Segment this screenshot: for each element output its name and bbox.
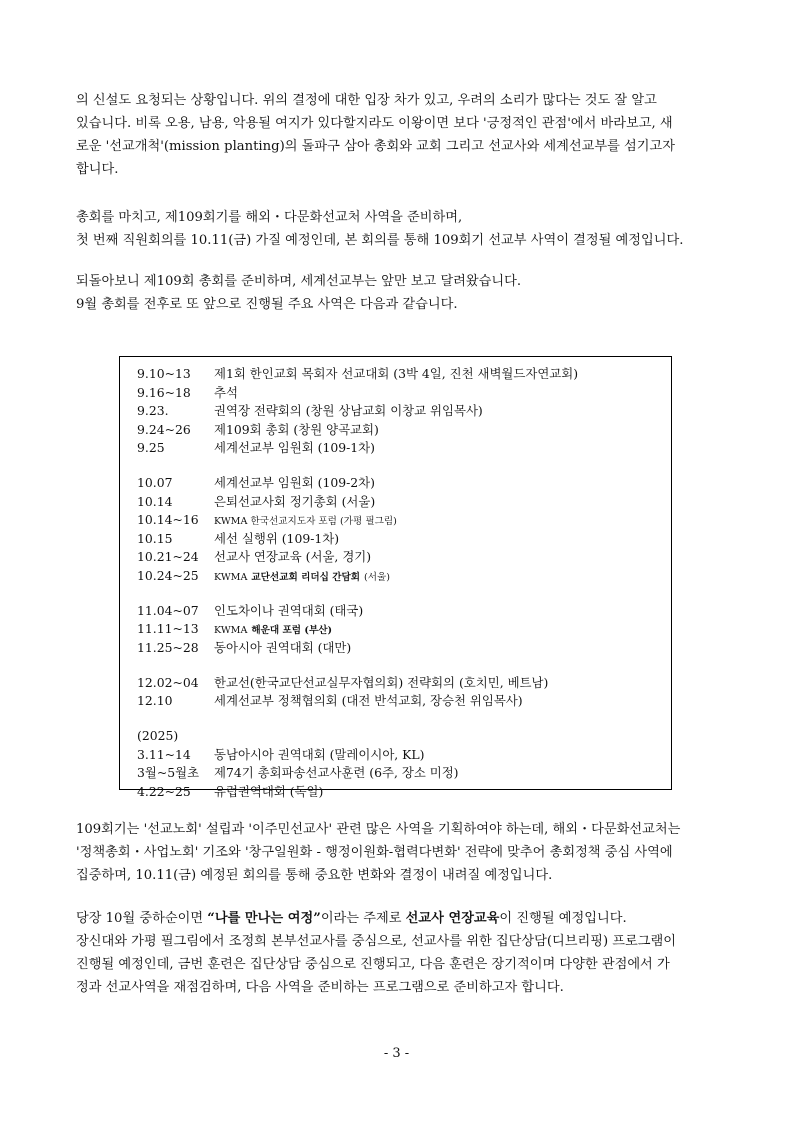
schedule-date: 9.24~26 [137,421,191,437]
text-line: 109회기는 '선교노회' 설립과 '이주민선교사' 관련 많은 사역을 기획하여야 하는데, 해외・다문화선교처는 [76,822,681,837]
schedule-year-label: (2025) [137,728,179,743]
schedule-date: 10.15 [137,530,173,546]
review-paragraph [76,270,724,316]
schedule-row [137,421,578,440]
schedule-event: 제1회 한인교회 목회자 선교대회 (3박 4일, 진천 새벽월드자연교회) [214,366,579,381]
schedule-event: 유럽권역대회 (독일) [214,783,324,799]
schedule-row [137,567,578,586]
text-line: 장신대와 가평 필그림에서 조정희 본부선교사를 중심으로, 선교사를 위한 집단상담(디브리핑) 프로그램이 [76,934,676,949]
training-name: 선교사 연장교육 [405,911,500,926]
schedule-row [137,620,578,639]
schedule-date: 10.14~16 [137,512,199,527]
text-line: '정책총회・사업노회' 기조와 '창구일원화 - 행정이원화-협력다변화' 전략에 맞추어 총회정책 중심 사역에 [76,845,673,860]
schedule-date: 11.25~28 [137,639,199,655]
intro-paragraph [76,89,724,181]
schedule-list [137,365,578,818]
schedule-date: 12.02~04 [137,674,199,690]
text-line: 집중하며, 10.11(금) 예정된 회의를 통해 중요한 변화와 결정이 내려질 예정입니다. [76,868,553,883]
schedule-event: 은퇴선교사회 정기총회 (서울) [214,493,376,509]
schedule-group-september [137,365,578,458]
text-line: 진행될 예정인데, 금번 훈련은 집단상담 중심으로 진행되고, 다음 훈련은 장기적이며 다양한 관점에서 가 [76,957,670,972]
schedule-date: 11.04~07 [137,602,199,618]
schedule-date: 9.23. [137,403,169,418]
text-line: 첫 번째 직원회의를 10.11(금) 가질 예정인데, 본 회의를 통해 109회기 선교부 사역이 결정될 예정입니다. [76,233,684,248]
text-line: 합니다. [76,162,119,177]
text-line: 9월 총회를 전후로 또 앞으로 진행될 주요 사역은 다음과 같습니다. [76,297,458,312]
schedule-event: 세계선교부 정책협의회 (대전 반석교회, 장승천 위임목사) [214,693,523,708]
schedule-row [137,530,578,549]
schedule-row [137,439,578,458]
text-run: 당장 10월 중하순이면 [76,911,208,926]
schedule-event: 추석 [214,384,238,400]
schedule-date: 10.14 [137,493,173,509]
page-number: - 3 - [383,1046,410,1061]
schedule-event-org: KWMA [214,625,248,636]
schedule-event: 세선 실행위 (109-1차) [214,530,340,546]
schedule-event: 선교사 연장교육 (서울, 경기) [214,549,372,564]
schedule-date: 9.25 [137,440,165,455]
schedule-date: 11.11~13 [137,621,199,636]
schedule-event: 세계선교부 임원회 (109-1차) [214,440,375,455]
text-line: 의 신설도 요청되는 상황입니다. 위의 결정에 대한 입장 차가 있고, 우려의 소리가 많다는 것도 잘 알고 [76,93,657,108]
text-line: 있습니다. 비록 오용, 남용, 악용될 여지가 있다할지라도 이왕이면 보다 '긍정적인 관점'에서 바라보고, 새 [76,116,673,131]
schedule-event: 한교선(한국교단선교실무자협의회) 전략회의 (호치민, 베트남) [214,674,549,690]
schedule-row [137,674,578,693]
schedule-row [137,474,578,493]
text-line: 총회를 마치고, 제109회기를 해외・다문화선교처 사역을 준비하며, [76,210,463,225]
schedule-event: KWMA 한국선교지도자 포럼 (가평 필그림) [214,516,397,527]
schedule-row [137,746,578,765]
schedule-date: 3.11~14 [137,746,191,762]
training-paragraph [76,907,724,999]
schedule-row [137,602,578,621]
schedule-event-title: 교단선교회 리더십 간담회 [251,571,361,583]
schedule-group-2025 [137,727,578,801]
schedule-event-title: 해운대 포럼 (부산) [251,625,333,636]
schedule-date: 9.16~18 [137,384,191,400]
assembly-paragraph [76,206,724,252]
schedule-event: 제74기 총회파송선교사훈련 (6주, 장소 미정) [214,765,459,780]
schedule-date: 12.10 [137,693,173,708]
schedule-row [137,511,578,530]
text-line: 로운 '선교개척'(mission planting)의 돌파구 삼아 총회와 교회 그리고 선교사와 세계선교부를 섬기고자 [76,139,675,154]
schedule-row [137,384,578,403]
schedule-date: 4.22~25 [137,783,191,799]
schedule-event: 동남아시아 권역대회 (말레이시아, KL) [214,746,425,762]
text-run: 이 진행될 예정입니다. [499,911,627,926]
theme-title: “나를 만나는 여정” [207,911,321,926]
text-line [76,907,724,930]
schedule-row [137,365,578,384]
schedule-row [137,402,578,421]
text-run: 이라는 주제로 [320,911,406,926]
schedule-event: 동아시아 권역대회 (대만) [214,639,352,655]
schedule-row [137,783,578,802]
schedule-event: 세계선교부 임원회 (109-2차) [214,475,375,490]
schedule-row [137,493,578,512]
schedule-date: 9.10~13 [137,366,191,381]
schedule-row [137,639,578,658]
schedule-event-org: KWMA [214,571,248,583]
schedule-event-place: (서울) [363,571,390,583]
schedule-group-november [137,602,578,658]
schedule-row [137,548,578,567]
schedule-date: 10.07 [137,475,173,490]
text-line: 정과 선교사역을 재점검하며, 다음 사역을 준비하는 프로그램으로 준비하고자 합니다. [76,980,564,995]
schedule-group-december [137,674,578,711]
schedule-event: 권역장 전략회의 (창원 상남교회 이창교 위임목사) [214,403,483,418]
schedule-group-october [137,474,578,585]
schedule-event: 제109회 총회 (창원 양곡교회) [214,421,379,437]
schedule-event: 인도차이나 권역대회 (태국) [214,602,364,618]
schedule-row [137,764,578,783]
plan-paragraph [76,818,724,887]
schedule-date: 3월~5월초 [137,765,200,780]
text-line: 되돌아보니 제109회 총회를 준비하며, 세계선교부는 앞만 보고 달려왔습니다. [76,274,522,289]
schedule-row [137,692,578,711]
schedule-date: 10.24~25 [137,567,199,583]
schedule-date: 10.21~24 [137,549,199,564]
